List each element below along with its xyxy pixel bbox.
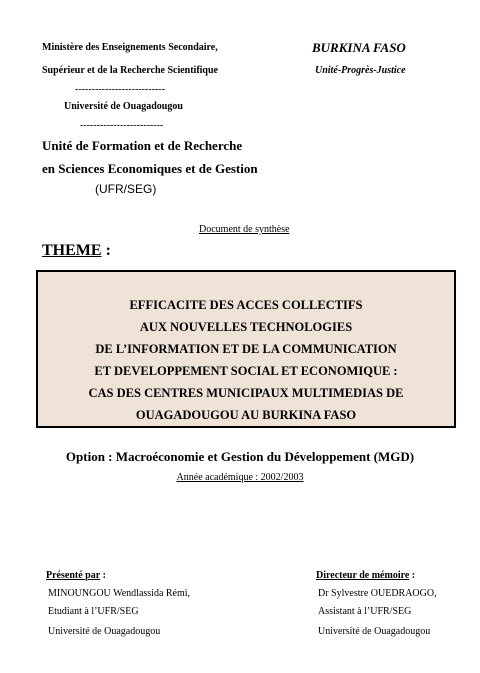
title-line: EFFICACITE DES ACCES COLLECTIFS [129,298,363,312]
country-motto: Unité-Progrès-Justice [315,65,406,76]
author-role: Etudiant à l’UFR/SEG [48,606,139,617]
director-colon: : [411,570,416,581]
title-line: DE L’INFORMATION ET DE LA COMMUNICATION [95,342,397,356]
thesis-title-box [36,270,456,428]
presented-by-heading [46,570,106,581]
university-name: Université de Ouagadougou [64,101,183,112]
director-name: Dr Sylvestre OUEDRAOGO, [318,588,437,599]
author-institution: Université de Ouagadougou [48,626,161,637]
country-name: BURKINA FASO [312,40,406,55]
thesis-title [38,294,454,426]
theme-label: THEME [42,242,102,259]
ministry-line-2: Supérieur et de la Recherche Scientifique [42,65,218,76]
presented-by-label: Présenté par [46,570,101,581]
program-option: Option : Macroéconomie et Gestion du Développement (MGD) [65,449,415,464]
director-institution: Université de Ouagadougou [318,626,431,637]
presented-by-colon: : [102,570,106,581]
separator-2: ------------------------- [80,120,164,131]
title-line: CAS DES CENTRES MUNICIPAUX MULTIMEDIAS DE [88,386,404,400]
director-heading [316,570,415,581]
title-line: ET DEVELOPPEMENT SOCIAL ET ECONOMIQUE : [94,364,398,378]
separator-1: --------------------------- [75,84,165,95]
document-type: Document de synthèse [199,224,290,235]
academic-year: Année académique : 2002/2003 [176,472,304,483]
title-line: AUX NOUVELLES TECHNOLOGIES [139,320,353,334]
unit-line-2: en Sciences Economiques et de Gestion [42,161,258,176]
director-label: Directeur de mémoire [316,570,410,581]
unit-line-1: Unité de Formation et de Recherche [42,138,243,153]
author-name: MINOUNGOU Wendlassida Rémi, [48,588,191,599]
unit-abbreviation: (UFR/SEG) [95,182,157,196]
theme-colon: : [105,242,111,259]
title-line: OUAGADOUGOU AU BURKINA FASO [135,408,357,422]
theme-heading [42,242,111,260]
ministry-line-1: Ministère des Enseignements Secondaire, [42,42,218,53]
director-role: Assistant à l’UFR/SEG [318,606,412,617]
